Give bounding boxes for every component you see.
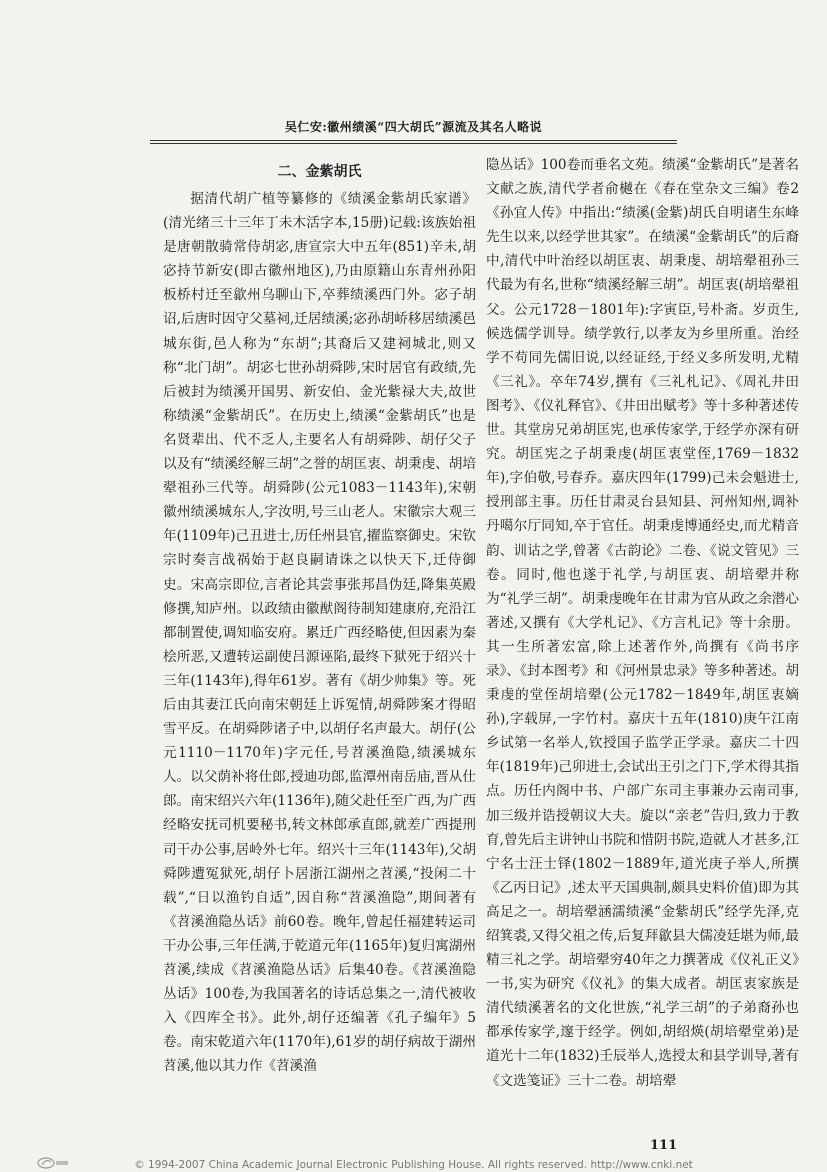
body-paragraph-continued: 隐丛话》100卷而垂名文苑。绩溪“金紫胡氏”是著名文献之族,清代学者俞樾在《春在堂杂文三编》卷2《孙宜人传》中指出:“绩溪(金紫)胡氏自明诸生东峰先生以来,以经学世其家”。在绩溪“金紫胡氏”的后裔中,清代中叶治经以胡匡衷、胡秉虔、胡培翚祖孙三代最为有名,世称“绩溪经解三胡”。胡匡衷(胡培翚祖父。公元1728－1801年):字寅臣,号朴斋。岁贡生,候选儒学训导。绩学敦行,以孝友为乡里所重。治经学不苟同先儒旧说,以经证经,于经义多所发明,尤精《三礼》。卒年74岁,撰有《三礼札记》、《周礼井田图考》、《仪礼释官》、《井田出赋考》等十多种著述传世。其堂房兄弟胡匡宪,也承传家学,于经学亦深有研究。胡匡宪之子胡秉虔(胡匡衷堂侄,1769－1832年),字伯敬,号春乔。嘉庆四年(1799)己未会魁进士,授刑部主事。历任甘肃灵台县知县、河州知州,调补丹噶尔厅同知,卒于官任。胡秉虔博通经史,而尤精音韵、训诂之学,曾著《古韵论》二卷、《说文管见》三卷。同时,他也遂于礼学,与胡匡衷、胡培翚并称为“礼学三胡”。胡秉虔晚年在甘肃为官从政之余潜心著述,又撰有《大学札记》、《方言札记》等十余册。其一生所著宏富,除上述著作外,尚撰有《尚书序录》、《封本图考》和《河州景忠录》等多种著述。胡秉虔的堂侄胡培翚(公元1782－1849年,胡匡衷嫡孙),字载屏,一字竹村。嘉庆十五年(1810)庚午江南乡试第一名举人,钦授国子监学正学录。嘉庆二十四年(1819年)己卯进士,会试出王引之门下,学术得其指点。历任内阁中书、户部广东司主事兼办云南司事,加三级并诰授朝议大夫。旋以“亲老”告归,致力于教育,曾先后主讲钟山书院和惜阴书院,造就人才甚多,江宁名士汪士铎(1802－1889年,道光庚子举人,所撰《乙丙日记》,述太平天国典制,颇具史料价值)即为其高足之一。胡培翚涵濡绩溪“金紫胡氏”经学先泽,克绍箕裘,又得父祖之传,后复拜歙县大儒凌廷堪为师,最精三礼之学。胡培翚穷40年之力撰著成《仪礼正义》一书,实为研究《仪礼》的集大成者。胡匡衷家族是清代绩溪著名的文化世族,“礼学三胡”的子弟裔孙也都承传家学,邃于经学。例如,胡绍煐(胡培翚堂弟)是道光十二年(1832)壬辰举人,选授太和县学训导,著有《文选笺证》三十二卷。胡培翚: [486, 157, 800, 1089]
header-rule-bottom: [150, 143, 677, 144]
copyright-footer: © 1994-2007 China Academic Journal Electronic Publishing House. All rights reserved. http://www.cnki.net: [134, 1159, 693, 1171]
page-number: 111: [650, 1138, 678, 1153]
right-column: [486, 153, 799, 1093]
header-rule-top: [150, 140, 677, 141]
body-paragraph: 据清代胡广植等纂修的《绩溪金紫胡氏家谱》(清光绪三十三年丁未木活字本,15册)记载:该族始祖是唐朝散骑常侍胡宓,唐宣宗大中五年(851)辛未,胡宓持节新安(即古徽州地区),乃由原籍山东青州孙阳板桥村迁至歙州乌聊山下,卒葬绩溪西门外。宓子胡诏,后唐时因守父墓祠,迁居绩溪;宓孙胡峤移居绩溪邑城东街,邑人称为“东胡”;其裔后又建祠城北,则又称“北门胡”。胡宓七世孙胡舜陟,宋时居官有政绩,先后被封为绩溪开国男、新安伯、金光紫禄大夫,故世称绩溪“金紫胡氏”。在历史上,绩溪“金紫胡氏”也是名贤辈出、代不乏人,主要名人有胡舜陟、胡仔父子以及有“绩溪经解三胡”之誉的胡匡衷、胡秉虔、胡培翚祖孙三代等。胡舜陟(公元1083－1143年),宋朝徽州绩溪城东人,字汝明,号三山老人。宋徽宗大观三年(1109年)己丑进士,历任州县官,擢监察御史。宋钦宗时奏言战祸始于赵良嗣请诛之以快天下,迁侍御史。宋高宗即位,言者论其尝事张邦昌伪廷,降集英殿修撰,知庐州。以政绩由徽猷阁待制知建康府,充沿江都制置使,调知临安府。累迁广西经略使,但因素为秦桧所恶,又遭转运副使吕源诬陷,最终下狱死于绍兴十三年(1143年),得年61岁。著有《胡少帅集》等。死后由其妻江氏向南宋朝廷上诉冤情,胡舜陟案才得昭雪平反。在胡舜陟诸子中,以胡仔名声最大。胡仔(公元1110－1170年)字元任,号苕溪渔隐,绩溪城东人。以父荫补将仕郎,授迪功郎,监潭州南岳庙,晋从仕郎。南宋绍兴六年(1136年),随父赴任至广西,为广西经略安抚司机要秘书,转文林郎承直郎,就差广西提刑司干办公事,居岭外七年。绍兴十三年(1143年),父胡舜陟遭冤狱死,胡仔卜居浙江湖州之苕溪,“投闲二十载”,“日以渔钓自适”,因自称“苕溪渔隐”,期间著有《苕溪渔隐丛话》前60卷。晚年,曾起任福建转运司干办公事,三年任满,于乾道元年(1165年)复归寓湖州苕溪,续成《苕溪渔隐丛话》后集40卷。《苕溪渔隐丛话》100卷,为我国著名的诗话总集之一,清代被收入《四库全书》。此外,胡仔还编著《孔子编年》5卷。南宋乾道六年(1170年),61岁的胡仔病故于湖州苕溪,他以其力作《苕溪渔: [163, 191, 476, 1075]
section-title: 二、金紫胡氏: [277, 164, 362, 180]
running-header: 吴仁安:徽州绩溪“四大胡氏”源流及其名人略说: [284, 120, 543, 134]
left-column: [163, 153, 476, 1078]
